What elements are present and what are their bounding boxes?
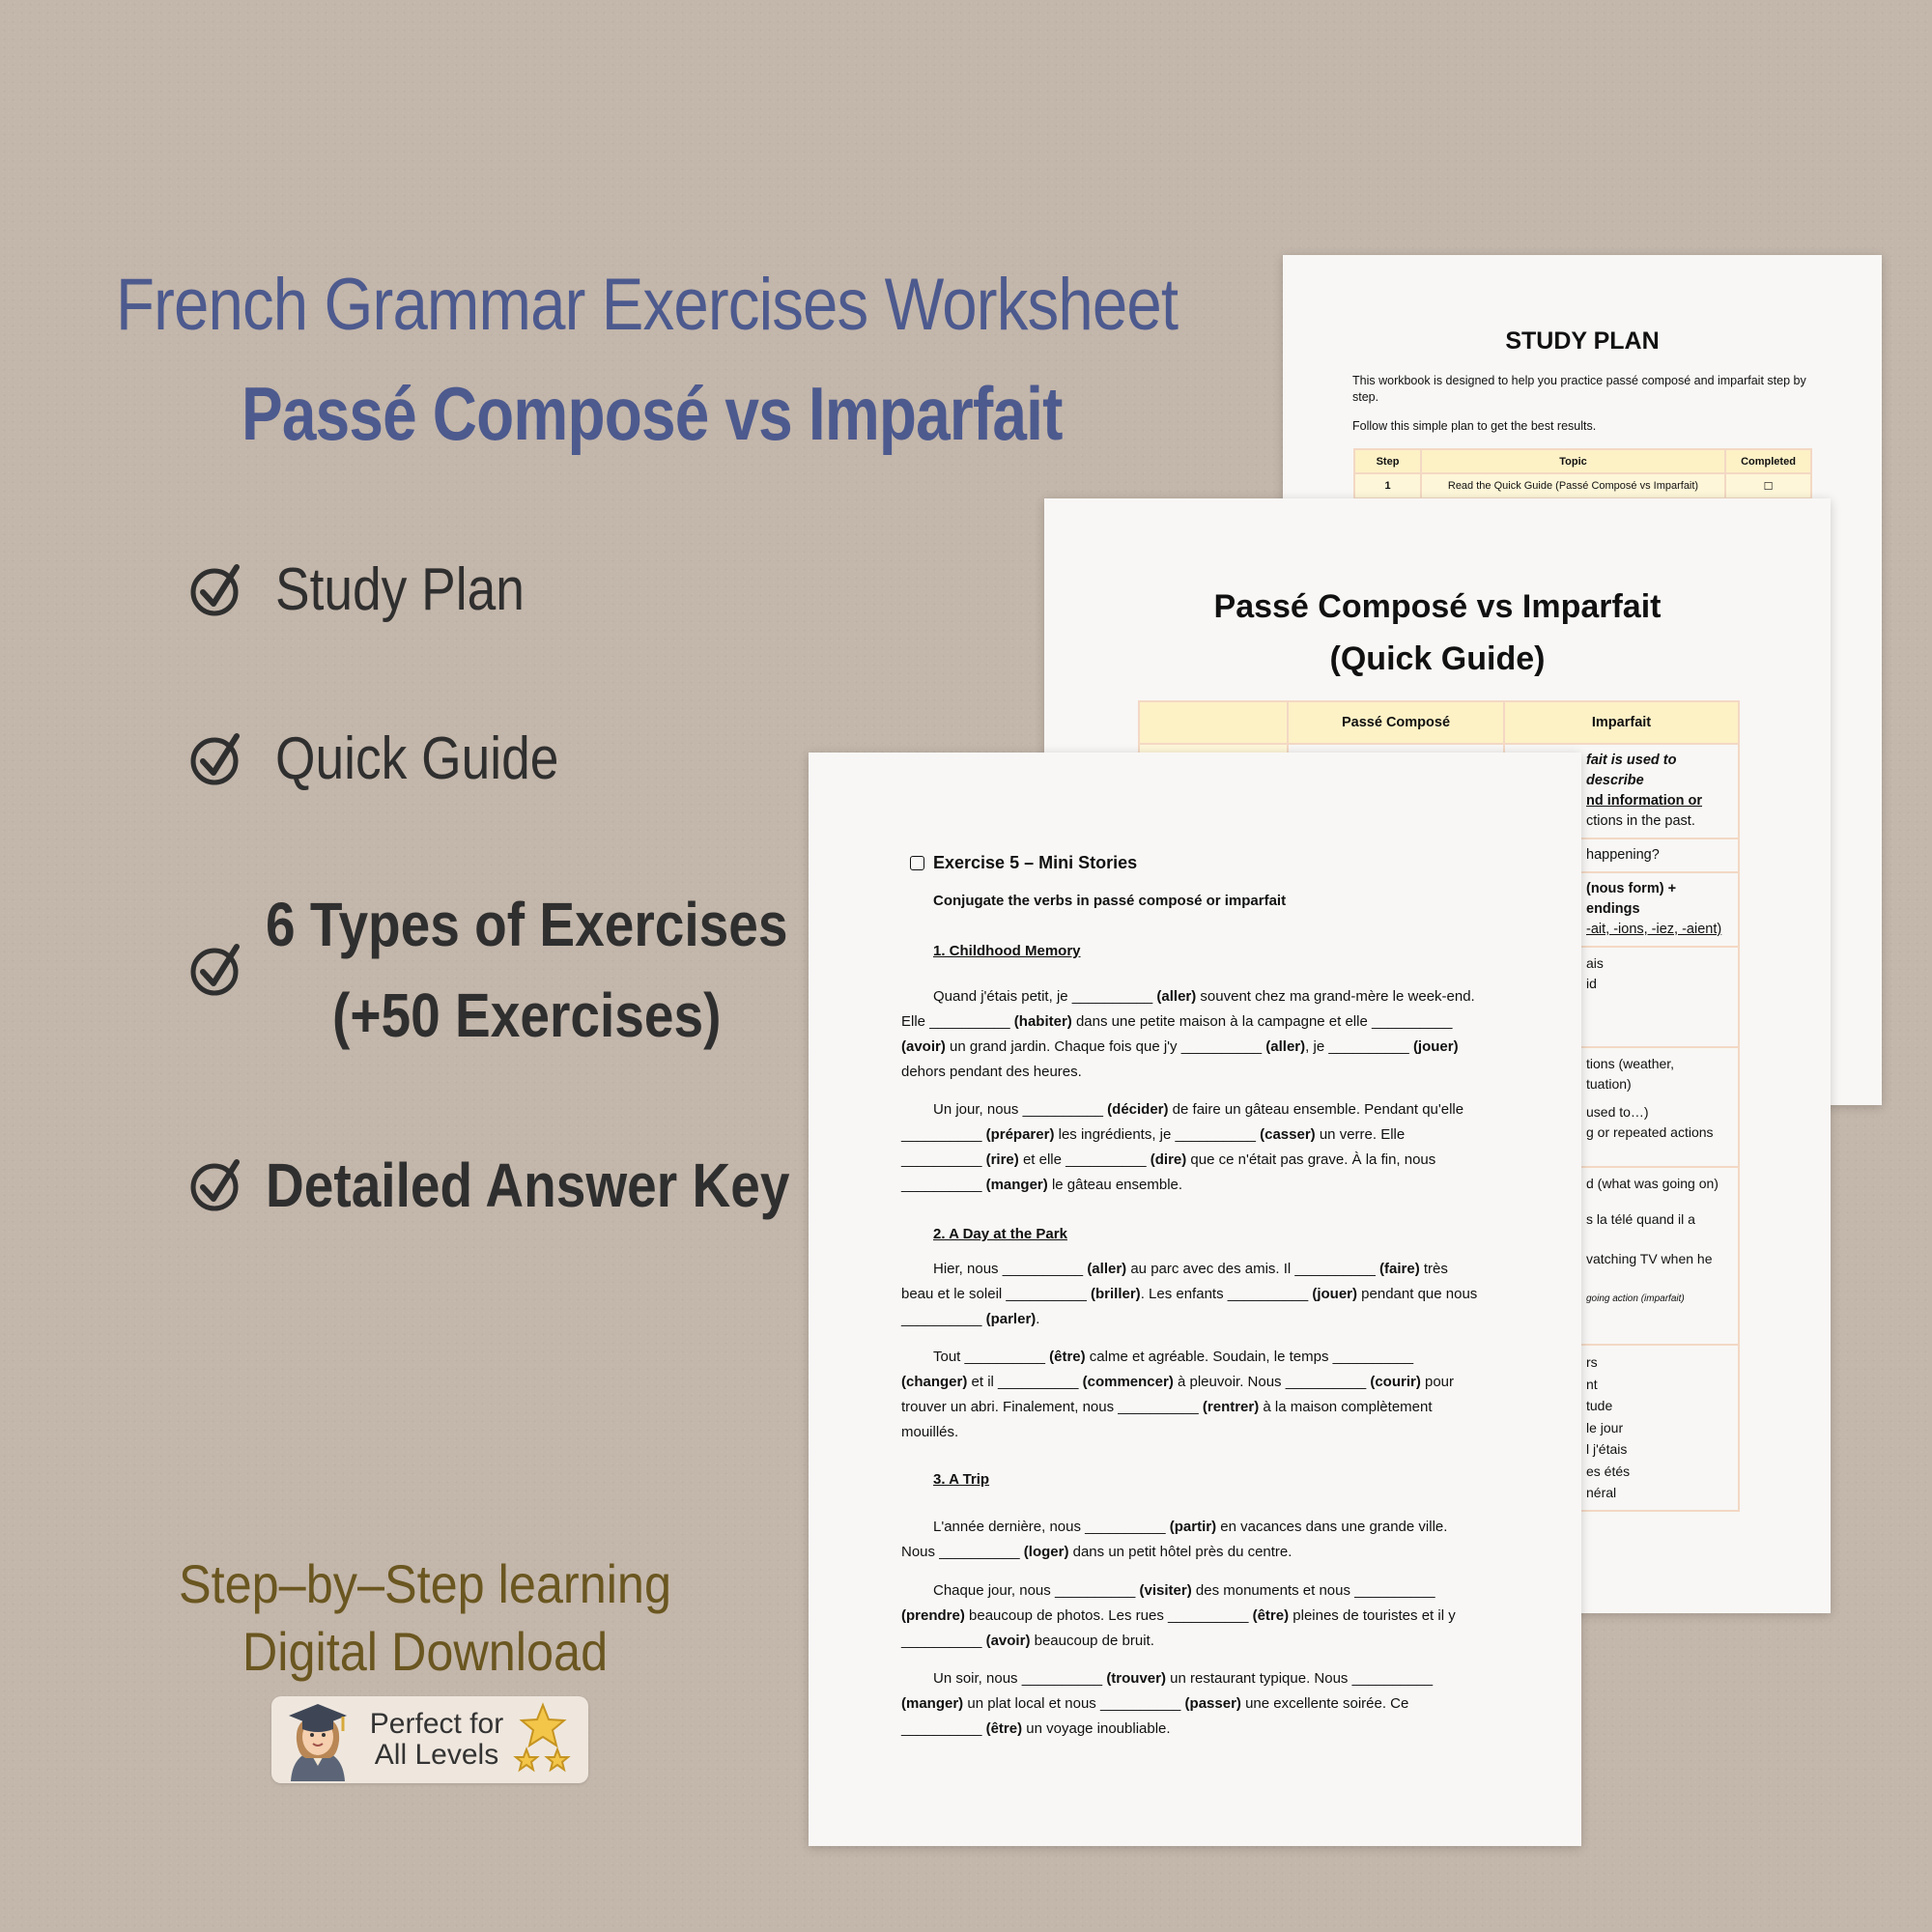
feature-label: Quick Guide (275, 725, 559, 792)
answer-blank[interactable]: __________ (1085, 1519, 1170, 1535)
story-text: un voyage inoubliable. (1022, 1720, 1171, 1737)
level-badge (271, 1696, 588, 1783)
quick-guide-title-line: (Quick Guide) (1329, 640, 1546, 677)
study-plan-title: STUDY PLAN (1505, 327, 1660, 355)
check-circle-icon (188, 730, 246, 788)
badge-line: All Levels (374, 1739, 499, 1771)
verb-hint: (loger) (1023, 1544, 1069, 1560)
story-text: le gâteau ensemble. (1047, 1177, 1183, 1193)
table-header: Imparfait (1504, 701, 1739, 744)
answer-blank[interactable]: __________ (901, 1177, 986, 1193)
answer-blank[interactable]: __________ (1021, 1670, 1107, 1687)
verb-hint: (prendre) (901, 1607, 965, 1624)
answer-blank[interactable]: __________ (964, 1349, 1050, 1365)
answer-blank[interactable]: __________ (1354, 1582, 1435, 1599)
verb-hint: (passer) (1184, 1695, 1241, 1712)
feature-label-group (266, 879, 788, 1061)
story-text: . Les enfants (1140, 1286, 1228, 1302)
star-icon (509, 1701, 577, 1778)
story-text: les ingrédients, je (1054, 1126, 1176, 1143)
answer-blank[interactable]: __________ (1227, 1286, 1313, 1302)
answer-blank[interactable]: __________ (901, 1126, 986, 1143)
table-header: Passé Composé (1288, 701, 1504, 744)
exercise-page (809, 753, 1581, 1846)
verb-hint: (manger) (901, 1695, 964, 1712)
verb-hint: (changer) (901, 1374, 968, 1390)
table-cell: Read the Quick Guide (Passé Composé vs Imparfait) (1421, 473, 1725, 498)
story-text: en vacances dans une grande ville. Nous (901, 1519, 1448, 1560)
story-text: Quand j'étais petit, je (933, 988, 1072, 1005)
story-text: dans une petite maison à la campagne et elle (1071, 1013, 1372, 1030)
story-text: à la maison complètement mouillés. (901, 1399, 1433, 1440)
exercise-checkbox[interactable] (910, 856, 924, 870)
answer-blank[interactable]: __________ (901, 1311, 986, 1327)
story-title: 1. Childhood Memory (933, 943, 1081, 959)
feature-label: 6 Types of Exercises (266, 890, 788, 959)
answer-blank[interactable]: __________ (1285, 1374, 1371, 1390)
story-text: pendant que nous (1357, 1286, 1478, 1302)
verb-hint: (jouer) (1312, 1286, 1358, 1302)
answer-blank[interactable]: __________ (929, 1013, 1014, 1030)
verb-hint: (aller) (1087, 1261, 1127, 1277)
answer-blank[interactable]: __________ (1118, 1399, 1203, 1415)
verb-hint: (dire) (1150, 1151, 1187, 1168)
story-text: au parc avec des amis. Il (1126, 1261, 1295, 1277)
promo-text (164, 1550, 686, 1686)
badge-label (364, 1709, 509, 1771)
story-text: beaucoup de bruit. (1030, 1633, 1154, 1649)
story-text: et il (967, 1374, 999, 1390)
feature-label: Study Plan (275, 556, 525, 623)
verb-hint: (rire) (985, 1151, 1019, 1168)
verb-hint: (manger) (985, 1177, 1048, 1193)
promo-line: Step–by–Step learning (179, 1553, 671, 1614)
verb-hint: (casser) (1260, 1126, 1316, 1143)
table-header-empty (1139, 701, 1288, 744)
verb-hint: (parler) (985, 1311, 1037, 1327)
verb-hint: (aller) (1265, 1038, 1306, 1055)
table-row: fait is used to describe nd information or ctions in the past. (1139, 744, 1739, 838)
answer-blank[interactable]: __________ (998, 1374, 1083, 1390)
answer-blank[interactable]: __________ (1006, 1286, 1091, 1302)
story-text: de faire un gâteau ensemble. Pendant qu'elle (1168, 1101, 1464, 1118)
story-text: calme et agréable. Soudain, le temps (1085, 1349, 1333, 1365)
graduate-icon (279, 1698, 356, 1781)
story-title: 3. A Trip (933, 1471, 990, 1488)
verb-hint: (rentrer) (1202, 1399, 1260, 1415)
verb-hint: (aller) (1156, 988, 1197, 1005)
answer-blank[interactable]: __________ (1328, 1038, 1413, 1055)
answer-blank[interactable]: __________ (1002, 1261, 1088, 1277)
story-text: Un soir, nous (933, 1670, 1022, 1687)
feature-study-plan (188, 555, 565, 624)
story-text: Chaque jour, nous (933, 1582, 1055, 1599)
exercise-title: Exercise 5 – Mini Stories (933, 853, 1138, 872)
story-text: que ce n'était pas grave. À la fin, nous (1186, 1151, 1436, 1168)
answer-blank[interactable]: __________ (1371, 1013, 1453, 1030)
feature-quick-guide (188, 724, 605, 793)
story-text: très beau et le soleil (901, 1261, 1448, 1302)
verb-hint: (avoir) (901, 1038, 946, 1055)
answer-blank[interactable]: __________ (901, 1720, 986, 1737)
answer-blank[interactable]: __________ (901, 1633, 986, 1649)
verb-hint: (préparer) (985, 1126, 1055, 1143)
check-circle-icon (188, 1156, 246, 1214)
story-text: une excellente soirée. Ce (1240, 1695, 1409, 1712)
table-header: Completed (1725, 449, 1811, 473)
answer-blank[interactable]: __________ (1054, 1582, 1140, 1599)
table-row: rs nt tude le jour l j'étais es étés néral (1139, 1345, 1739, 1511)
verb-hint: (avoir) (985, 1633, 1031, 1649)
table-row: happening? (1139, 838, 1739, 872)
quick-guide-title-line: Passé Composé vs Imparfait (1213, 588, 1662, 625)
answer-blank[interactable]: __________ (939, 1544, 1024, 1560)
story-paragraph (901, 1515, 1481, 1565)
verb-hint: (briller) (1091, 1286, 1141, 1302)
verb-hint: (faire) (1379, 1261, 1420, 1277)
check-circle-icon (188, 561, 246, 619)
answer-blank[interactable]: __________ (1180, 1038, 1266, 1055)
answer-blank[interactable]: __________ (1065, 1151, 1151, 1168)
feature-exercise-types (188, 879, 873, 1061)
story-paragraph (901, 1257, 1481, 1332)
story-paragraph (901, 984, 1481, 1085)
story-text: Hier, nous (933, 1261, 1003, 1277)
table-header: Step (1354, 449, 1421, 473)
answer-blank[interactable]: __________ (1175, 1126, 1261, 1143)
verb-hint: (décider) (1107, 1101, 1169, 1118)
feature-label: (+50 Exercises) (332, 980, 722, 1050)
badge-line: Perfect for (369, 1708, 504, 1740)
story-text: pour trouver un abri. Finalement, nous (901, 1374, 1455, 1415)
story-text: et elle (1018, 1151, 1066, 1168)
page-subtitle: Passé Composé vs Imparfait (242, 371, 1063, 456)
study-plan-table (1353, 448, 1812, 499)
story-text: . (1036, 1311, 1040, 1327)
story-paragraph (901, 1097, 1481, 1198)
answer-blank[interactable]: __________ (1168, 1607, 1253, 1624)
exercise-heading (910, 853, 1137, 873)
story-text: dans un petit hôtel près du centre. (1068, 1544, 1293, 1560)
verb-hint: (habiter) (1013, 1013, 1072, 1030)
story-text: Tout (933, 1349, 965, 1365)
quick-guide-title (1044, 581, 1831, 685)
promo-line: Digital Download (242, 1621, 609, 1682)
verb-hint: (courir) (1370, 1374, 1421, 1390)
verb-hint: (trouver) (1106, 1670, 1166, 1687)
answer-blank[interactable]: __________ (1332, 1349, 1414, 1365)
story-text: un verre. Elle (1315, 1126, 1406, 1143)
exercise-instruction: Conjugate the verbs in passé composé or imparfait (933, 893, 1287, 909)
story-text: à pleuvoir. Nous (1173, 1374, 1286, 1390)
verb-hint: (être) (985, 1720, 1023, 1737)
table-row (1354, 473, 1811, 498)
verb-hint: (partir) (1169, 1519, 1217, 1535)
story-text: dehors pendant des heures. (901, 1064, 1082, 1080)
answer-blank[interactable]: __________ (1071, 988, 1157, 1005)
table-row: (nous form) + endings -ait, -ions, -iez, -aient) (1139, 872, 1739, 947)
story-paragraph (901, 1578, 1481, 1654)
table-header: Topic (1421, 449, 1725, 473)
verb-hint: (être) (1252, 1607, 1290, 1624)
verb-hint: (visiter) (1139, 1582, 1192, 1599)
story-paragraph (901, 1666, 1481, 1742)
verb-hint: (jouer) (1412, 1038, 1459, 1055)
story-text: pleines de touristes et il y (1289, 1607, 1456, 1624)
answer-blank[interactable]: __________ (1099, 1695, 1185, 1712)
story-text: Un jour, nous (933, 1101, 1023, 1118)
answer-blank[interactable]: __________ (1294, 1261, 1380, 1277)
table-row: ais id (1139, 947, 1739, 1047)
story-text: L'année dernière, nous (933, 1519, 1086, 1535)
story-text: beaucoup de photos. Les rues (964, 1607, 1168, 1624)
study-plan-follow: Follow this simple plan to get the best results. (1352, 419, 1597, 433)
story-text: souvent chez ma grand-mère le week-end. Elle (901, 988, 1475, 1030)
story-text: un restaurant typique. Nous (1165, 1670, 1352, 1687)
feature-answer-key (188, 1150, 875, 1221)
table-row: tions (weather, tuation) used to…) g or repeated actions (1139, 1047, 1739, 1167)
answer-blank[interactable]: __________ (901, 1151, 986, 1168)
story-text: des monuments et nous (1191, 1582, 1355, 1599)
story-text: , je (1305, 1038, 1329, 1055)
page-title: French Grammar Exercises Worksheet (116, 264, 1179, 346)
story-title: 2. A Day at the Park (933, 1226, 1067, 1242)
table-cell: 1 (1354, 473, 1421, 498)
story-text: un plat local et nous (963, 1695, 1100, 1712)
feature-label: Detailed Answer Key (266, 1151, 790, 1220)
verb-hint: (être) (1049, 1349, 1086, 1365)
check-circle-icon (188, 941, 246, 999)
story-paragraph (901, 1345, 1481, 1445)
table-row: d (what was going on) s la télé quand il a vatching TV when he going action (imparfait) (1139, 1167, 1739, 1345)
study-plan-intro: This workbook is designed to help you practice passé composé and imparfait step by step. (1352, 374, 1806, 404)
story-text: un grand jardin. Chaque fois que j'y (945, 1038, 1181, 1055)
completed-checkbox[interactable]: ☐ (1725, 473, 1811, 498)
verb-hint: (commencer) (1082, 1374, 1174, 1390)
answer-blank[interactable]: __________ (1351, 1670, 1434, 1687)
answer-blank[interactable]: __________ (1022, 1101, 1108, 1118)
